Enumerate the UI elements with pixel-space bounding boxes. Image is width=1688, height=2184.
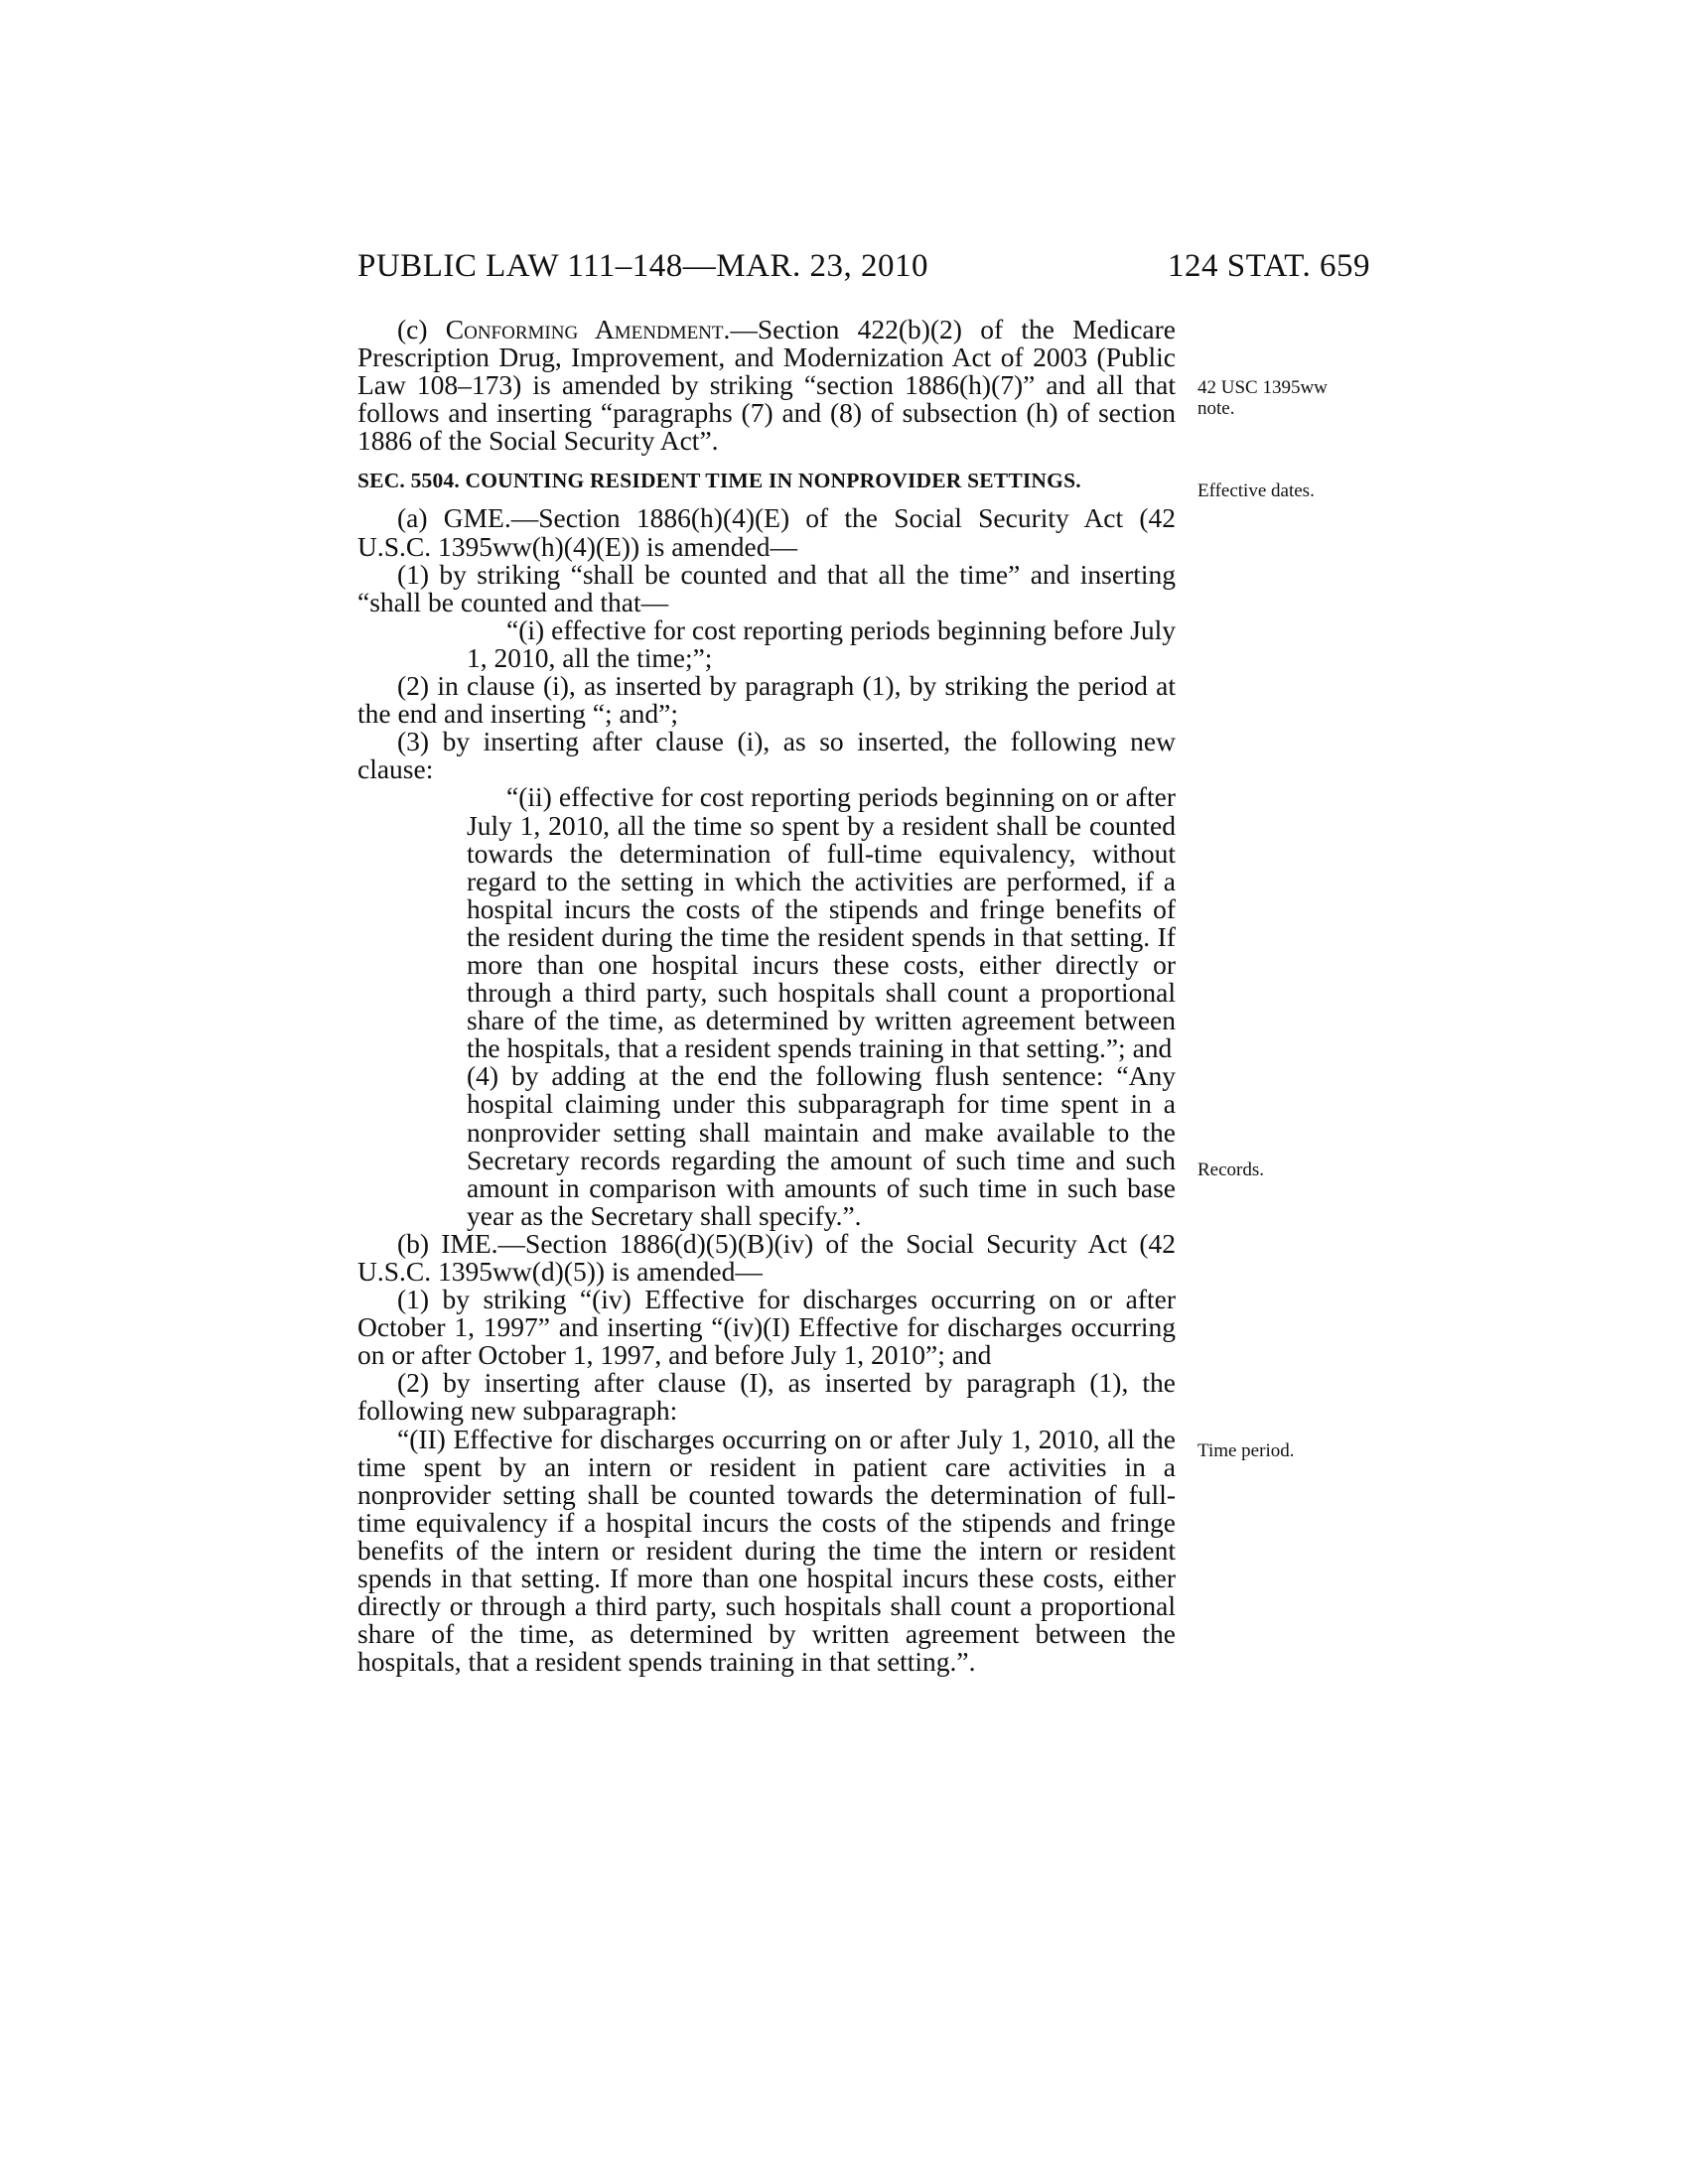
gme-paragraph-1-text: (1) by striking “shall be counted and that all the time” and inserting “shall be counted and that— [357,558,1176,617]
gme-intro: (a) GME.—Section 1886(h)(4)(E) of the Social Security Act (42 U.S.C. 1395ww(h)(4)(E)) is amended— [357,502,1176,562]
margin-note-usc-line2: note. [1197,398,1235,419]
margin-note-effective-dates: Effective dates. [1197,480,1315,501]
ime-intro: (b) IME.—Section 1886(d)(5)(B)(iv) of the Social Security Act (42 U.S.C. 1395ww(d)(5)) is amended— [357,1227,1176,1287]
page-header [357,248,1370,288]
conforming-amendment-text: .—Section 422(b)(2) of the Medicare Prescription Drug, Improvement, and Modernization Act of 2003 (Public Law 108–173) is amended by striking “section 1886(h)(7)” and all that follows and inserting “paragraphs (7) and (8) of subsection (h) of section 1886 of the Social Security Act”. [357,314,1176,457]
conforming-label-prefix: (c) [397,314,446,344]
gme-paragraph-1 [357,558,1176,617]
statute-page-number: 124 STAT. 659 [1167,248,1370,284]
conforming-amendment-label: Conforming Amendment [445,314,724,344]
margin-note-time-period: Time period. [1197,1440,1295,1461]
margin-note-usc [1197,377,1328,419]
ime-paragraph-2-subparagraph: “(II) Effective for discharges occurring on or after July 1, 2010, all the time spent by an intern or resident in patient care activities in a nonprovider setting shall be counted towards the determination of full-time equivalency if a hospital incurs the costs of the stipends and fringe benefits of the intern or resident during the time the intern or resident spends in that setting. If more than one hospital incurs these costs, either directly or through a third party, such hospitals shall count a proportional share of the time, as determined by written agreement between the hospitals, that a resident spends training in that setting.”. [357,1423,1176,1678]
gme-paragraph-1-clause: “(i) effective for cost reporting periods beginning before July 1, 2010, all the time;”; [467,614,1176,673]
conforming-amendment-paragraph [357,316,1176,455]
ime-paragraph-1: (1) by striking “(iv) Effective for discharges occurring on or after October 1, 1997” and inserting “(iv)(I) Effective for discharges occurring on or after October 1, 1997, and before July 1, 2010”; and [357,1284,1176,1371]
ime-paragraph-2: (2) by inserting after clause (I), as inserted by paragraph (1), the following new subparagraph: [357,1367,1176,1427]
document-body [357,316,1176,1676]
margin-note-usc-line1: 42 USC 1395ww [1197,377,1328,398]
gme-paragraph-4: (4) by adding at the end the following flush sentence: “Any hospital claiming under this subparagraph for time spent in a nonprovider setting shall maintain and make available to the Secretary records regarding the amount of such time and such amount in comparison with amounts of such time in such base year as the Secretary shall specify.”. [467,1060,1176,1231]
gme-paragraph-2: (2) in clause (i), as inserted by paragraph (1), by striking the period at the end and inserting “; and”; [357,670,1176,730]
public-law-title: PUBLIC LAW 111–148—MAR. 23, 2010 [357,248,928,284]
gme-paragraph-3: (3) by inserting after clause (i), as so inserted, the following new clause: [357,726,1176,785]
section-heading: SEC. 5504. COUNTING RESIDENT TIME IN NONPROVIDER SETTINGS. [357,469,1081,493]
margin-note-records: Records. [1197,1160,1265,1180]
gme-paragraph-3-clause: “(ii) effective for cost reporting periods beginning on or after July 1, 2010, all the time so spent by a resident shall be counted towards the determination of full-time equivalency, without regard to the setting in which the activities are performed, if a hospital incurs the costs of the stipends and fringe benefits of the resident during the time the resident spends in that setting. If more than one hospital incurs these costs, either directly or through a third party, such hospitals shall count a proportional share of the time, as determined by written agreement between the hospitals, that a resident spends training in that setting.”; and [467,781,1176,1064]
